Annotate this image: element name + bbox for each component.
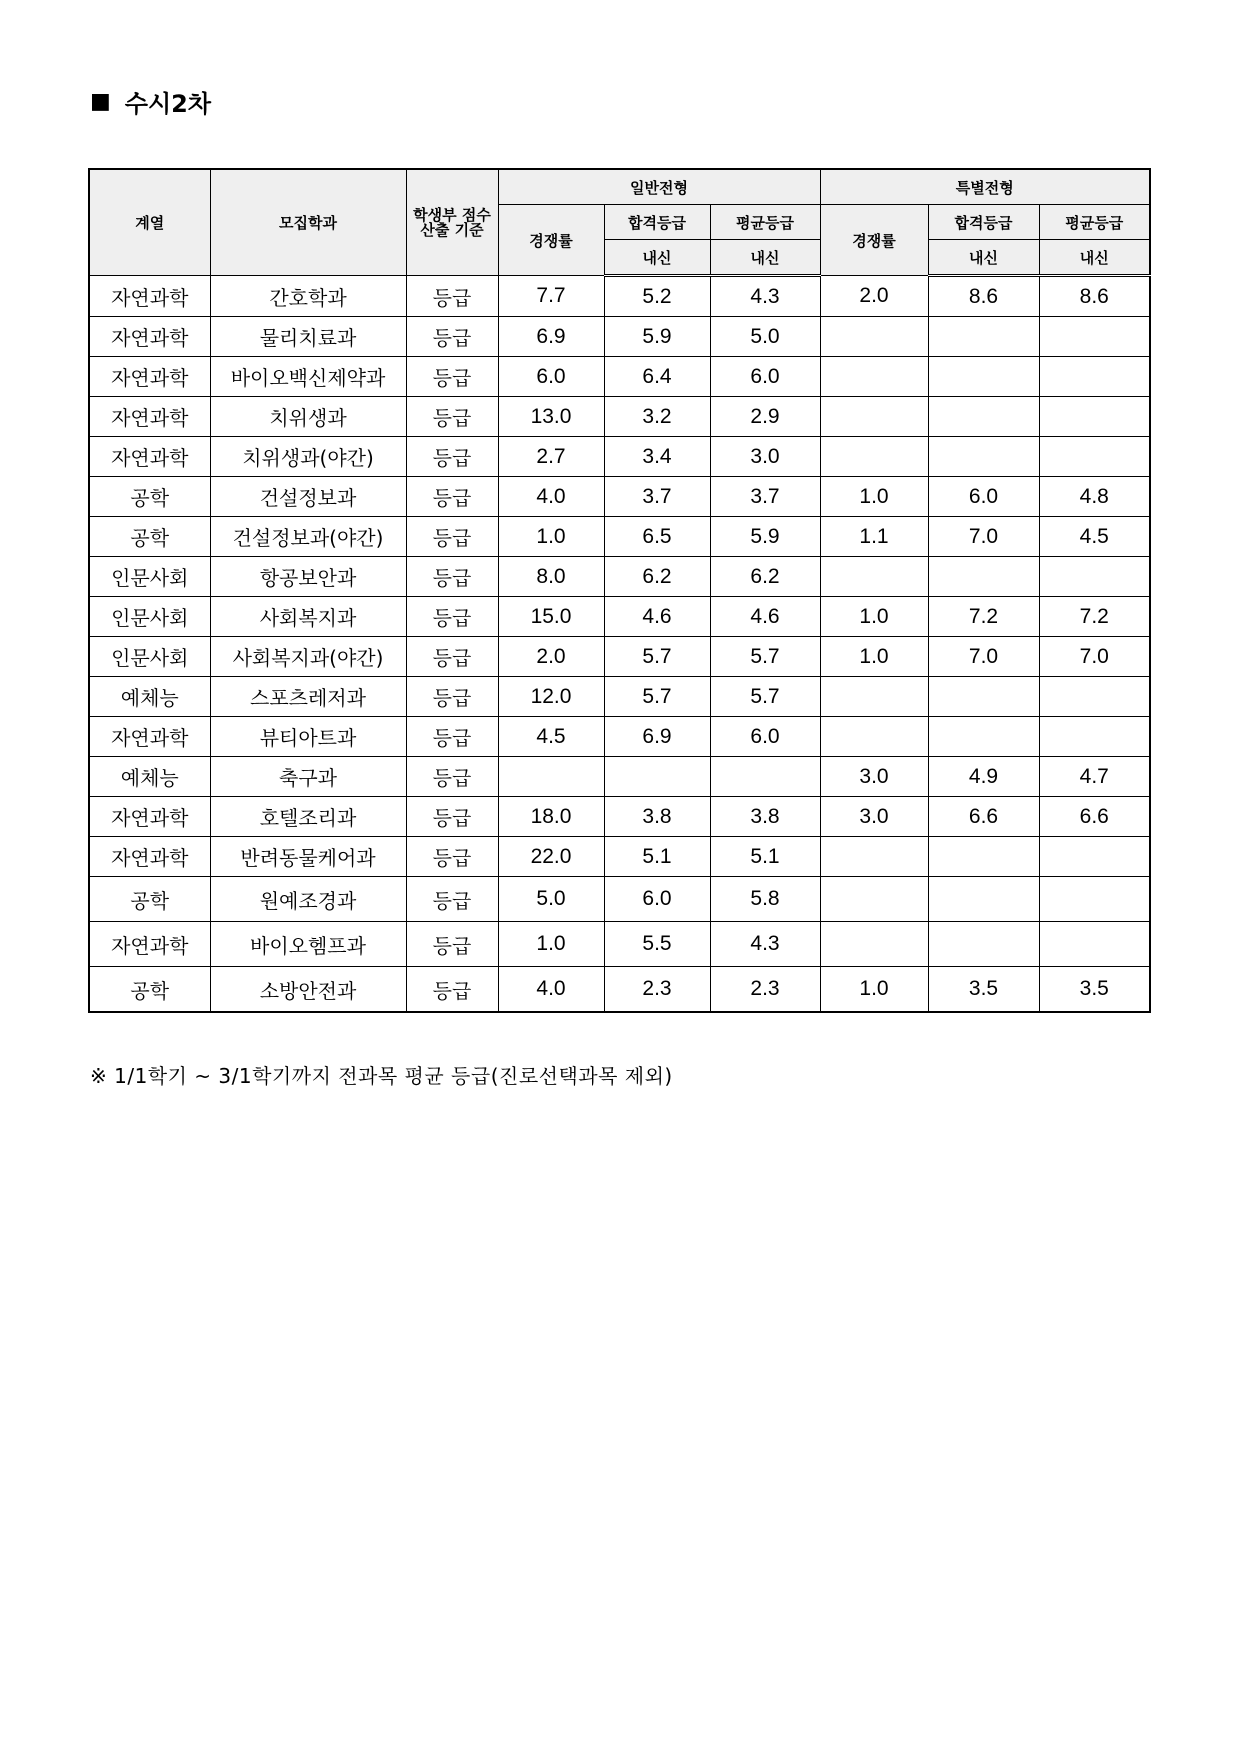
cell-special-avg-grade [1039,717,1150,757]
cell-special-competition: 1.0 [820,477,928,517]
cell-special-avg-grade [1039,437,1150,477]
table-row [89,797,1150,837]
cell-department: 스포츠레저과 [210,677,406,717]
cell-special-pass-grade: 7.2 [928,597,1039,637]
cell-basis: 등급 [406,557,498,597]
table-row [89,357,1150,397]
cell-general-competition: 5.0 [498,877,604,922]
page-title [90,84,211,119]
cell-basis: 등급 [406,967,498,1013]
cell-department: 치위생과(야간) [210,437,406,477]
cell-general-competition: 7.7 [498,276,604,317]
cell-department: 반려동물케어과 [210,837,406,877]
cell-general-avg-grade: 6.2 [710,557,820,597]
cell-general-avg-grade: 3.8 [710,797,820,837]
cell-special-pass-grade [928,717,1039,757]
square-bullet-icon: ■ [90,89,111,114]
cell-general-avg-grade: 5.0 [710,317,820,357]
cell-special-pass-grade [928,357,1039,397]
header-general-pass-naesin: 내신 [604,240,710,276]
cell-special-competition [820,317,928,357]
cell-basis: 등급 [406,517,498,557]
cell-general-pass-grade: 5.7 [604,637,710,677]
cell-general-pass-grade: 6.0 [604,877,710,922]
table-row [89,922,1150,967]
header-general-avg-grade: 평균등급 [710,205,820,240]
cell-special-competition [820,397,928,437]
header-group: 계열 [89,169,210,276]
cell-general-competition: 1.0 [498,517,604,557]
table-row [89,397,1150,437]
cell-basis: 등급 [406,922,498,967]
cell-group: 예체능 [89,677,210,717]
cell-special-avg-grade [1039,357,1150,397]
header-special-avg-grade: 평균등급 [1039,205,1150,240]
cell-group: 예체능 [89,757,210,797]
cell-basis: 등급 [406,677,498,717]
header-basis: 학생부 점수산출 기준 [406,169,498,276]
cell-group: 공학 [89,477,210,517]
cell-general-avg-grade: 5.8 [710,877,820,922]
cell-general-competition: 6.9 [498,317,604,357]
cell-basis: 등급 [406,477,498,517]
cell-special-competition [820,437,928,477]
cell-special-competition: 2.0 [820,276,928,317]
cell-special-avg-grade: 4.8 [1039,477,1150,517]
table-row [89,477,1150,517]
cell-general-avg-grade: 6.0 [710,717,820,757]
cell-special-competition [820,717,928,757]
cell-group: 인문사회 [89,637,210,677]
cell-group: 자연과학 [89,837,210,877]
cell-general-competition: 2.7 [498,437,604,477]
cell-special-pass-grade: 3.5 [928,967,1039,1013]
table-row [89,677,1150,717]
table-row [89,637,1150,677]
cell-basis: 등급 [406,717,498,757]
cell-group: 자연과학 [89,797,210,837]
cell-general-pass-grade: 6.9 [604,717,710,757]
cell-general-competition: 18.0 [498,797,604,837]
table-row [89,877,1150,922]
cell-general-competition [498,757,604,797]
cell-group: 공학 [89,877,210,922]
cell-general-pass-grade: 2.3 [604,967,710,1013]
cell-special-pass-grade [928,877,1039,922]
table-body [89,276,1150,1013]
cell-department: 바이오백신제약과 [210,357,406,397]
cell-group: 자연과학 [89,276,210,317]
cell-special-pass-grade [928,922,1039,967]
cell-basis: 등급 [406,637,498,677]
header-department: 모집학과 [210,169,406,276]
header-special-avg-naesin: 내신 [1039,240,1150,276]
cell-special-avg-grade [1039,922,1150,967]
cell-basis: 등급 [406,797,498,837]
cell-general-competition: 4.0 [498,477,604,517]
cell-general-avg-grade: 3.0 [710,437,820,477]
cell-general-avg-grade: 4.3 [710,276,820,317]
cell-special-competition: 1.0 [820,967,928,1013]
cell-group: 인문사회 [89,597,210,637]
cell-group: 자연과학 [89,317,210,357]
cell-general-avg-grade: 2.9 [710,397,820,437]
header-special-competition: 경쟁률 [820,205,928,276]
table-row [89,757,1150,797]
cell-general-pass-grade: 5.7 [604,677,710,717]
cell-special-pass-grade: 8.6 [928,276,1039,317]
cell-general-pass-grade: 6.5 [604,517,710,557]
cell-special-competition: 3.0 [820,757,928,797]
cell-general-pass-grade: 5.5 [604,922,710,967]
cell-special-avg-grade [1039,877,1150,922]
cell-group: 공학 [89,967,210,1013]
table-row [89,837,1150,877]
cell-special-pass-grade [928,317,1039,357]
cell-department: 항공보안과 [210,557,406,597]
cell-special-pass-grade [928,397,1039,437]
table-row [89,557,1150,597]
cell-special-pass-grade: 6.6 [928,797,1039,837]
cell-basis: 등급 [406,837,498,877]
table-row [89,967,1150,1013]
cell-department: 원예조경과 [210,877,406,922]
table-row [89,717,1150,757]
cell-general-competition: 8.0 [498,557,604,597]
cell-general-competition: 15.0 [498,597,604,637]
cell-department: 축구과 [210,757,406,797]
cell-general-avg-grade: 2.3 [710,967,820,1013]
cell-general-pass-grade: 6.4 [604,357,710,397]
cell-general-competition: 13.0 [498,397,604,437]
cell-general-competition: 6.0 [498,357,604,397]
cell-department: 치위생과 [210,397,406,437]
cell-department: 사회복지과 [210,597,406,637]
cell-general-competition: 4.0 [498,967,604,1013]
cell-special-competition [820,922,928,967]
header-general-avg-naesin: 내신 [710,240,820,276]
table-row [89,317,1150,357]
cell-special-competition: 3.0 [820,797,928,837]
cell-general-pass-grade: 6.2 [604,557,710,597]
cell-special-avg-grade: 7.0 [1039,637,1150,677]
cell-general-pass-grade: 5.2 [604,276,710,317]
cell-general-pass-grade: 3.7 [604,477,710,517]
cell-department: 바이오헴프과 [210,922,406,967]
cell-general-avg-grade: 5.7 [710,677,820,717]
header-special-pass-grade: 합격등급 [928,205,1039,240]
cell-general-avg-grade: 5.9 [710,517,820,557]
cell-group: 자연과학 [89,437,210,477]
cell-general-pass-grade: 4.6 [604,597,710,637]
table-row [89,597,1150,637]
admission-results-table [88,168,1151,1013]
footnote: ※ 1/1학기 ~ 3/1학기까지 전과목 평균 등급(진로선택과목 제외) [90,1064,673,1088]
cell-special-competition [820,557,928,597]
cell-special-competition [820,837,928,877]
cell-general-avg-grade [710,757,820,797]
cell-basis: 등급 [406,317,498,357]
cell-general-competition: 4.5 [498,717,604,757]
cell-special-avg-grade: 3.5 [1039,967,1150,1013]
cell-special-competition: 1.0 [820,597,928,637]
cell-general-avg-grade: 4.3 [710,922,820,967]
cell-special-avg-grade: 4.7 [1039,757,1150,797]
cell-special-pass-grade [928,837,1039,877]
cell-general-avg-grade: 3.7 [710,477,820,517]
header-special-admission: 특별전형 [820,169,1150,205]
cell-basis: 등급 [406,397,498,437]
cell-department: 사회복지과(야간) [210,637,406,677]
cell-special-avg-grade [1039,557,1150,597]
cell-department: 건설정보과 [210,477,406,517]
cell-special-pass-grade [928,437,1039,477]
cell-general-pass-grade: 5.1 [604,837,710,877]
cell-group: 자연과학 [89,397,210,437]
cell-general-competition: 1.0 [498,922,604,967]
cell-general-pass-grade [604,757,710,797]
table-header [89,169,1150,276]
cell-basis: 등급 [406,877,498,922]
cell-special-avg-grade [1039,317,1150,357]
cell-special-avg-grade: 6.6 [1039,797,1150,837]
cell-special-avg-grade [1039,677,1150,717]
cell-general-competition: 2.0 [498,637,604,677]
cell-group: 자연과학 [89,357,210,397]
cell-group: 자연과학 [89,717,210,757]
cell-general-competition: 22.0 [498,837,604,877]
cell-group: 자연과학 [89,922,210,967]
table-row [89,276,1150,317]
header-general-pass-grade: 합격등급 [604,205,710,240]
cell-basis: 등급 [406,437,498,477]
cell-basis: 등급 [406,276,498,317]
cell-general-competition: 12.0 [498,677,604,717]
cell-general-pass-grade: 3.8 [604,797,710,837]
cell-special-avg-grade [1039,397,1150,437]
cell-general-avg-grade: 4.6 [710,597,820,637]
cell-special-competition [820,677,928,717]
cell-special-competition [820,357,928,397]
cell-basis: 등급 [406,357,498,397]
admission-results-table-wrapper [88,168,1151,1013]
cell-department: 소방안전과 [210,967,406,1013]
cell-department: 호텔조리과 [210,797,406,837]
cell-general-avg-grade: 5.1 [710,837,820,877]
cell-department: 건설정보과(야간) [210,517,406,557]
cell-special-pass-grade: 4.9 [928,757,1039,797]
cell-department: 간호학과 [210,276,406,317]
cell-general-avg-grade: 6.0 [710,357,820,397]
cell-basis: 등급 [406,597,498,637]
cell-special-pass-grade: 7.0 [928,637,1039,677]
cell-special-avg-grade: 4.5 [1039,517,1150,557]
cell-group: 공학 [89,517,210,557]
cell-special-pass-grade [928,557,1039,597]
cell-special-avg-grade [1039,837,1150,877]
cell-general-pass-grade: 3.2 [604,397,710,437]
cell-special-pass-grade [928,677,1039,717]
cell-special-competition [820,877,928,922]
cell-special-competition: 1.1 [820,517,928,557]
header-general-admission: 일반전형 [498,169,820,205]
cell-group: 인문사회 [89,557,210,597]
cell-special-competition: 1.0 [820,637,928,677]
cell-general-avg-grade: 5.7 [710,637,820,677]
page-title-text: 수시2차 [124,90,212,118]
cell-department: 물리치료과 [210,317,406,357]
cell-department: 뷰티아트과 [210,717,406,757]
table-row [89,517,1150,557]
cell-special-avg-grade: 7.2 [1039,597,1150,637]
header-special-pass-naesin: 내신 [928,240,1039,276]
cell-special-avg-grade: 8.6 [1039,276,1150,317]
cell-general-pass-grade: 5.9 [604,317,710,357]
header-general-competition: 경쟁률 [498,205,604,276]
cell-general-pass-grade: 3.4 [604,437,710,477]
cell-special-pass-grade: 7.0 [928,517,1039,557]
table-row [89,437,1150,477]
cell-special-pass-grade: 6.0 [928,477,1039,517]
cell-basis: 등급 [406,757,498,797]
